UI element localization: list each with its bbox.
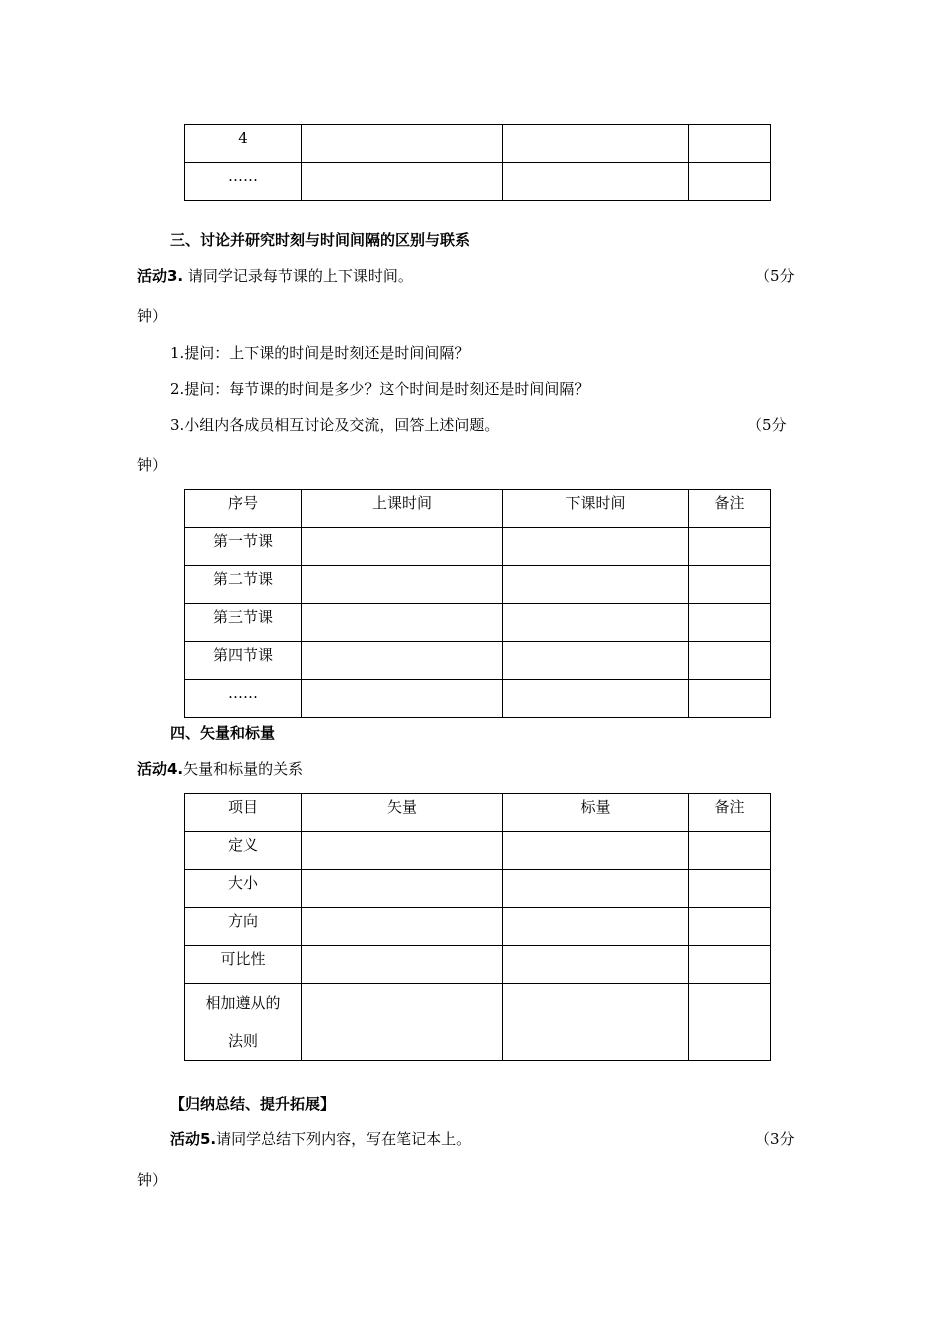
activity3-label: 活动3. (137, 267, 184, 285)
table-cell[interactable] (689, 528, 771, 566)
section-heading-vector: 四、矢量和标量 (170, 724, 276, 742)
table-cell[interactable] (689, 832, 771, 870)
table-header: 项目 (185, 794, 302, 832)
table-cell[interactable] (503, 984, 689, 1061)
cell-line: 法则 (227, 1032, 258, 1050)
activity3-text: 请同学记录每节课的上下课时间。 (187, 267, 413, 285)
table-cell[interactable] (302, 566, 503, 604)
activity4-text: 矢量和标量的关系 (183, 760, 304, 778)
table-row (185, 870, 771, 908)
table-cell: 可比性 (185, 946, 302, 984)
activity3-line (137, 266, 413, 286)
table-cell[interactable] (503, 163, 689, 201)
table-cell[interactable] (503, 642, 689, 680)
table-cell[interactable] (503, 870, 689, 908)
table-cell[interactable] (503, 528, 689, 566)
table-cell (185, 984, 302, 1061)
summary-heading: 【归纳总结、提升拓展】 (170, 1095, 336, 1113)
activity4-label: 活动4. (137, 760, 184, 778)
table-cell[interactable] (503, 946, 689, 984)
table-cell: 方向 (185, 908, 302, 946)
table-row (185, 163, 771, 201)
table-cell[interactable] (302, 125, 503, 163)
table-cell[interactable] (503, 566, 689, 604)
table-cell[interactable] (302, 946, 503, 984)
table-cell: …… (185, 680, 302, 718)
table-cell[interactable] (689, 870, 771, 908)
table-cell[interactable] (689, 946, 771, 984)
table-header: 序号 (185, 490, 302, 528)
vector-scalar-table (184, 793, 771, 1061)
table-header: 上课时间 (302, 490, 503, 528)
table-header: 标量 (503, 794, 689, 832)
table-cell[interactable] (689, 125, 771, 163)
table-cell[interactable] (302, 832, 503, 870)
table-header: 备注 (689, 794, 771, 832)
table-cell: 4 (185, 125, 302, 163)
activity5-label: 活动5. (170, 1130, 217, 1148)
activity3-time-cont: 钟） (137, 307, 168, 325)
question-1: 1.提问：上下课的时间是时刻还是时间间隔？ (170, 344, 470, 362)
table-cell[interactable] (503, 604, 689, 642)
table-header-row (185, 490, 771, 528)
table-cell[interactable] (302, 642, 503, 680)
table-cell: 第三节课 (185, 604, 302, 642)
table-cell: 第一节课 (185, 528, 302, 566)
table-row (185, 125, 771, 163)
table-cell[interactable] (689, 642, 771, 680)
table-cell[interactable] (302, 604, 503, 642)
table-header: 下课时间 (503, 490, 689, 528)
table-row (185, 832, 771, 870)
activity5-time-cont: 钟） (137, 1171, 168, 1189)
table-cell[interactable] (302, 680, 503, 718)
activity5-text: 请同学总结下列内容，写在笔记本上。 (216, 1130, 472, 1148)
table-row (185, 604, 771, 642)
table-cell[interactable] (503, 908, 689, 946)
table-row (185, 566, 771, 604)
table-cell[interactable] (302, 870, 503, 908)
table-cell: …… (185, 163, 302, 201)
table-cell[interactable] (689, 566, 771, 604)
table-header: 备注 (689, 490, 771, 528)
table-row (185, 642, 771, 680)
activity3-time: （5分 (755, 267, 795, 285)
table-cell: 大小 (185, 870, 302, 908)
table-header-row (185, 794, 771, 832)
table-header: 矢量 (302, 794, 503, 832)
continuation-table (184, 124, 771, 201)
table-row (185, 908, 771, 946)
table-cell[interactable] (689, 604, 771, 642)
activity4-line (137, 759, 303, 779)
table-cell: 第四节课 (185, 642, 302, 680)
class-time-table (184, 489, 771, 718)
table-cell[interactable] (302, 528, 503, 566)
table-row (185, 946, 771, 984)
activity5-time: （3分 (755, 1130, 795, 1148)
table-cell[interactable] (302, 163, 503, 201)
table-cell: 第二节课 (185, 566, 302, 604)
table-cell: 定义 (185, 832, 302, 870)
table-cell[interactable] (689, 680, 771, 718)
question-3: 3.小组内各成员相互讨论及交流，回答上述问题。 (170, 416, 500, 434)
cell-line: 相加遵从的 (205, 994, 281, 1012)
table-cell[interactable] (302, 908, 503, 946)
section-heading-time: 三、讨论并研究时刻与时间间隔的区别与联系 (170, 231, 471, 249)
table-row (185, 680, 771, 718)
question-2: 2.提问：每节课的时间是多少？这个时间是时刻还是时间间隔？ (170, 380, 590, 398)
table-cell[interactable] (503, 125, 689, 163)
table-row (185, 984, 771, 1061)
question-3-time: （5分 (747, 416, 787, 434)
table-cell[interactable] (503, 680, 689, 718)
table-cell[interactable] (689, 908, 771, 946)
activity5-line (170, 1129, 471, 1149)
table-row (185, 528, 771, 566)
table-cell[interactable] (302, 984, 503, 1061)
table-cell[interactable] (689, 163, 771, 201)
question-3-time-cont: 钟） (137, 456, 168, 474)
table-cell[interactable] (689, 984, 771, 1061)
table-cell[interactable] (503, 832, 689, 870)
